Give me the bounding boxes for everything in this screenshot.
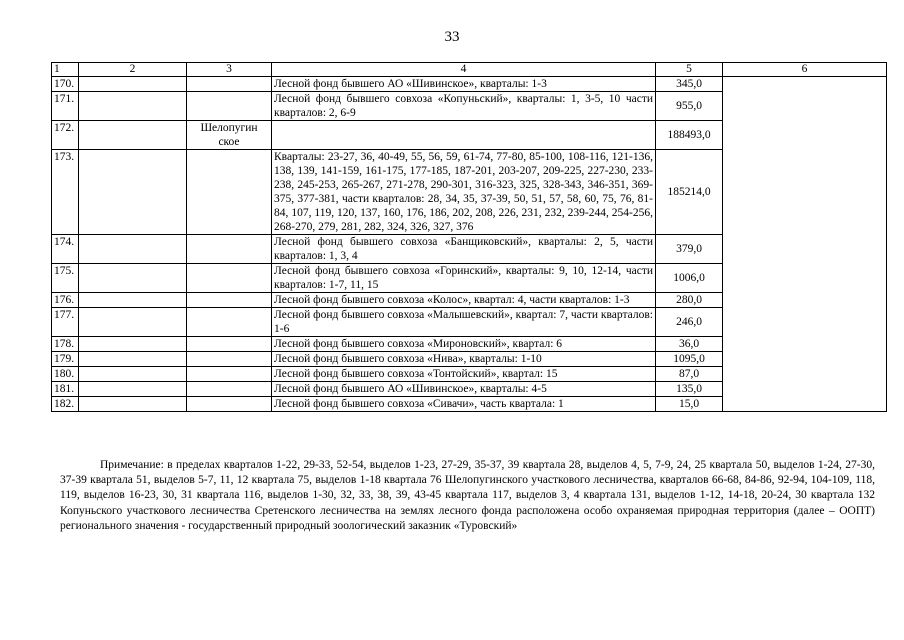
column-2-cell — [79, 337, 187, 352]
column-header: 1 — [52, 63, 79, 77]
column-header: 4 — [272, 63, 656, 77]
row-number-cell: 180. — [52, 367, 79, 382]
area-cell: 379,0 — [656, 235, 723, 264]
description-cell: Лесной фонд бывшего совхоза «Нива», кварталы: 1-10 — [272, 352, 656, 367]
description-cell — [272, 121, 656, 150]
row-number-cell: 171. — [52, 92, 79, 121]
forestry-district-cell: Шелопугин ское — [187, 121, 272, 150]
forestry-district-cell — [187, 293, 272, 308]
table-note: Примечание: в пределах кварталов 1-22, 29-33, 52-54, выделов 1-23, 27-29, 35-37, 39 квартала 28, выделов 4, 5, 7-9, 24, 25 квартала 50, выделов 1-24, 27-30, 37-39 квартала 51, выделов 5-7, 11, 12 квартала 75, выделов 1-18 квартала 76 Шелопугинского участкового лесничества, кварталов 66-68, 84-86, 92-94, 104-109, 118, 119, выделов 16-23, 30, 31 квартала 116, выделов 1-30, 32, 33, 38, 39, 43-45 квартала 117, выделов 3, 4 квартала 131, выделов 1-12, 14-18, 20-24, 30 квартала 132 Копуньского участкового лесничества Сретенского лесничества на землях лесного фонда расположена особо охраняемая природная территория (далее – ООПТ) регионального значения - государственный природный зоологический заказник «Туровский» — [60, 459, 875, 532]
description-cell: Лесной фонд бывшего совхоза «Копуньский», кварталы: 1, 3-5, 10 части кварталов: 2, 6-9 — [272, 92, 656, 121]
area-cell: 1095,0 — [656, 352, 723, 367]
area-cell: 280,0 — [656, 293, 723, 308]
column-header: 2 — [79, 63, 187, 77]
column-2-cell — [79, 150, 187, 235]
area-cell: 36,0 — [656, 337, 723, 352]
column-header: 5 — [656, 63, 723, 77]
area-cell: 87,0 — [656, 367, 723, 382]
column-2-cell — [79, 308, 187, 337]
description-cell: Лесной фонд бывшего совхоза «Горинский», кварталы: 9, 10, 12-14, части кварталов: 1-7, 11, 15 — [272, 264, 656, 293]
row-number-cell: 170. — [52, 77, 79, 92]
column-2-cell — [79, 382, 187, 397]
forestry-district-cell — [187, 397, 272, 412]
row-number-cell: 177. — [52, 308, 79, 337]
column-2-cell — [79, 92, 187, 121]
column-2-cell — [79, 367, 187, 382]
description-cell: Лесной фонд бывшего АО «Шивинское», кварталы: 4-5 — [272, 382, 656, 397]
row-number-cell: 181. — [52, 382, 79, 397]
area-cell: 135,0 — [656, 382, 723, 397]
row-number-cell: 176. — [52, 293, 79, 308]
column-header: 6 — [723, 63, 887, 77]
column-2-cell — [79, 264, 187, 293]
area-cell: 185214,0 — [656, 150, 723, 235]
forestry-district-cell — [187, 235, 272, 264]
column-2-cell — [79, 77, 187, 92]
data-table — [51, 62, 887, 412]
area-cell: 15,0 — [656, 397, 723, 412]
column-6-cell — [723, 77, 887, 412]
description-cell: Лесной фонд бывшего совхоза «Колос», квартал: 4, части кварталов: 1-3 — [272, 293, 656, 308]
column-2-cell — [79, 235, 187, 264]
row-number-cell: 173. — [52, 150, 79, 235]
description-cell: Кварталы: 23-27, 36, 40-49, 55, 56, 59, 61-74, 77-80, 85-100, 108-116, 121-136, 138, 139, 141-159, 161-175, 177-185, 187-201, 203-207, 209-225, 227-230, 233-238, 245-253, 265-267, 271-278, 290-301, 316-323, 325, 328-343, 346-351, 369-375, 377-381, части кварталов: 28, 34, 35, 37-39, 50, 51, 57, 58, 60, 75, 76, 81-84, 107, 119, 120, 137, 160, 176, 186, 202, 208, 226, 231, 232, 239-244, 254-256, 268-270, 279, 281, 282, 324, 326, 327, 376 — [272, 150, 656, 235]
forestry-district-cell — [187, 337, 272, 352]
description-cell: Лесной фонд бывшего совхоза «Банщиковский», кварталы: 2, 5, части кварталов: 1, 3, 4 — [272, 235, 656, 264]
forestry-district-cell — [187, 367, 272, 382]
row-number-cell: 175. — [52, 264, 79, 293]
row-number-cell: 179. — [52, 352, 79, 367]
forestry-district-cell — [187, 77, 272, 92]
area-cell: 246,0 — [656, 308, 723, 337]
column-2-cell — [79, 293, 187, 308]
forestry-district-cell — [187, 92, 272, 121]
table-row — [52, 77, 887, 92]
row-number-cell: 178. — [52, 337, 79, 352]
area-cell: 188493,0 — [656, 121, 723, 150]
area-cell: 1006,0 — [656, 264, 723, 293]
description-cell: Лесной фонд бывшего совхоза «Малышевский», квартал: 7, части кварталов: 1-6 — [272, 308, 656, 337]
column-2-cell — [79, 352, 187, 367]
description-cell: Лесной фонд бывшего совхоза «Тонтойский», квартал: 15 — [272, 367, 656, 382]
area-cell: 955,0 — [656, 92, 723, 121]
table-header-row — [52, 63, 887, 77]
page-number: 33 — [444, 29, 460, 45]
row-number-cell: 182. — [52, 397, 79, 412]
forestry-district-cell — [187, 150, 272, 235]
description-cell: Лесной фонд бывшего совхоза «Сивачи», часть квартала: 1 — [272, 397, 656, 412]
forestry-district-cell — [187, 352, 272, 367]
column-2-cell — [79, 397, 187, 412]
row-number-cell: 174. — [52, 235, 79, 264]
column-header: 3 — [187, 63, 272, 77]
forestry-district-cell — [187, 264, 272, 293]
description-cell: Лесной фонд бывшего АО «Шивинское», кварталы: 1-3 — [272, 77, 656, 92]
forestry-district-cell — [187, 308, 272, 337]
forestry-district-cell — [187, 382, 272, 397]
row-number-cell: 172. — [52, 121, 79, 150]
description-cell: Лесной фонд бывшего совхоза «Мироновский», квартал: 6 — [272, 337, 656, 352]
area-cell: 345,0 — [656, 77, 723, 92]
column-2-cell — [79, 121, 187, 150]
